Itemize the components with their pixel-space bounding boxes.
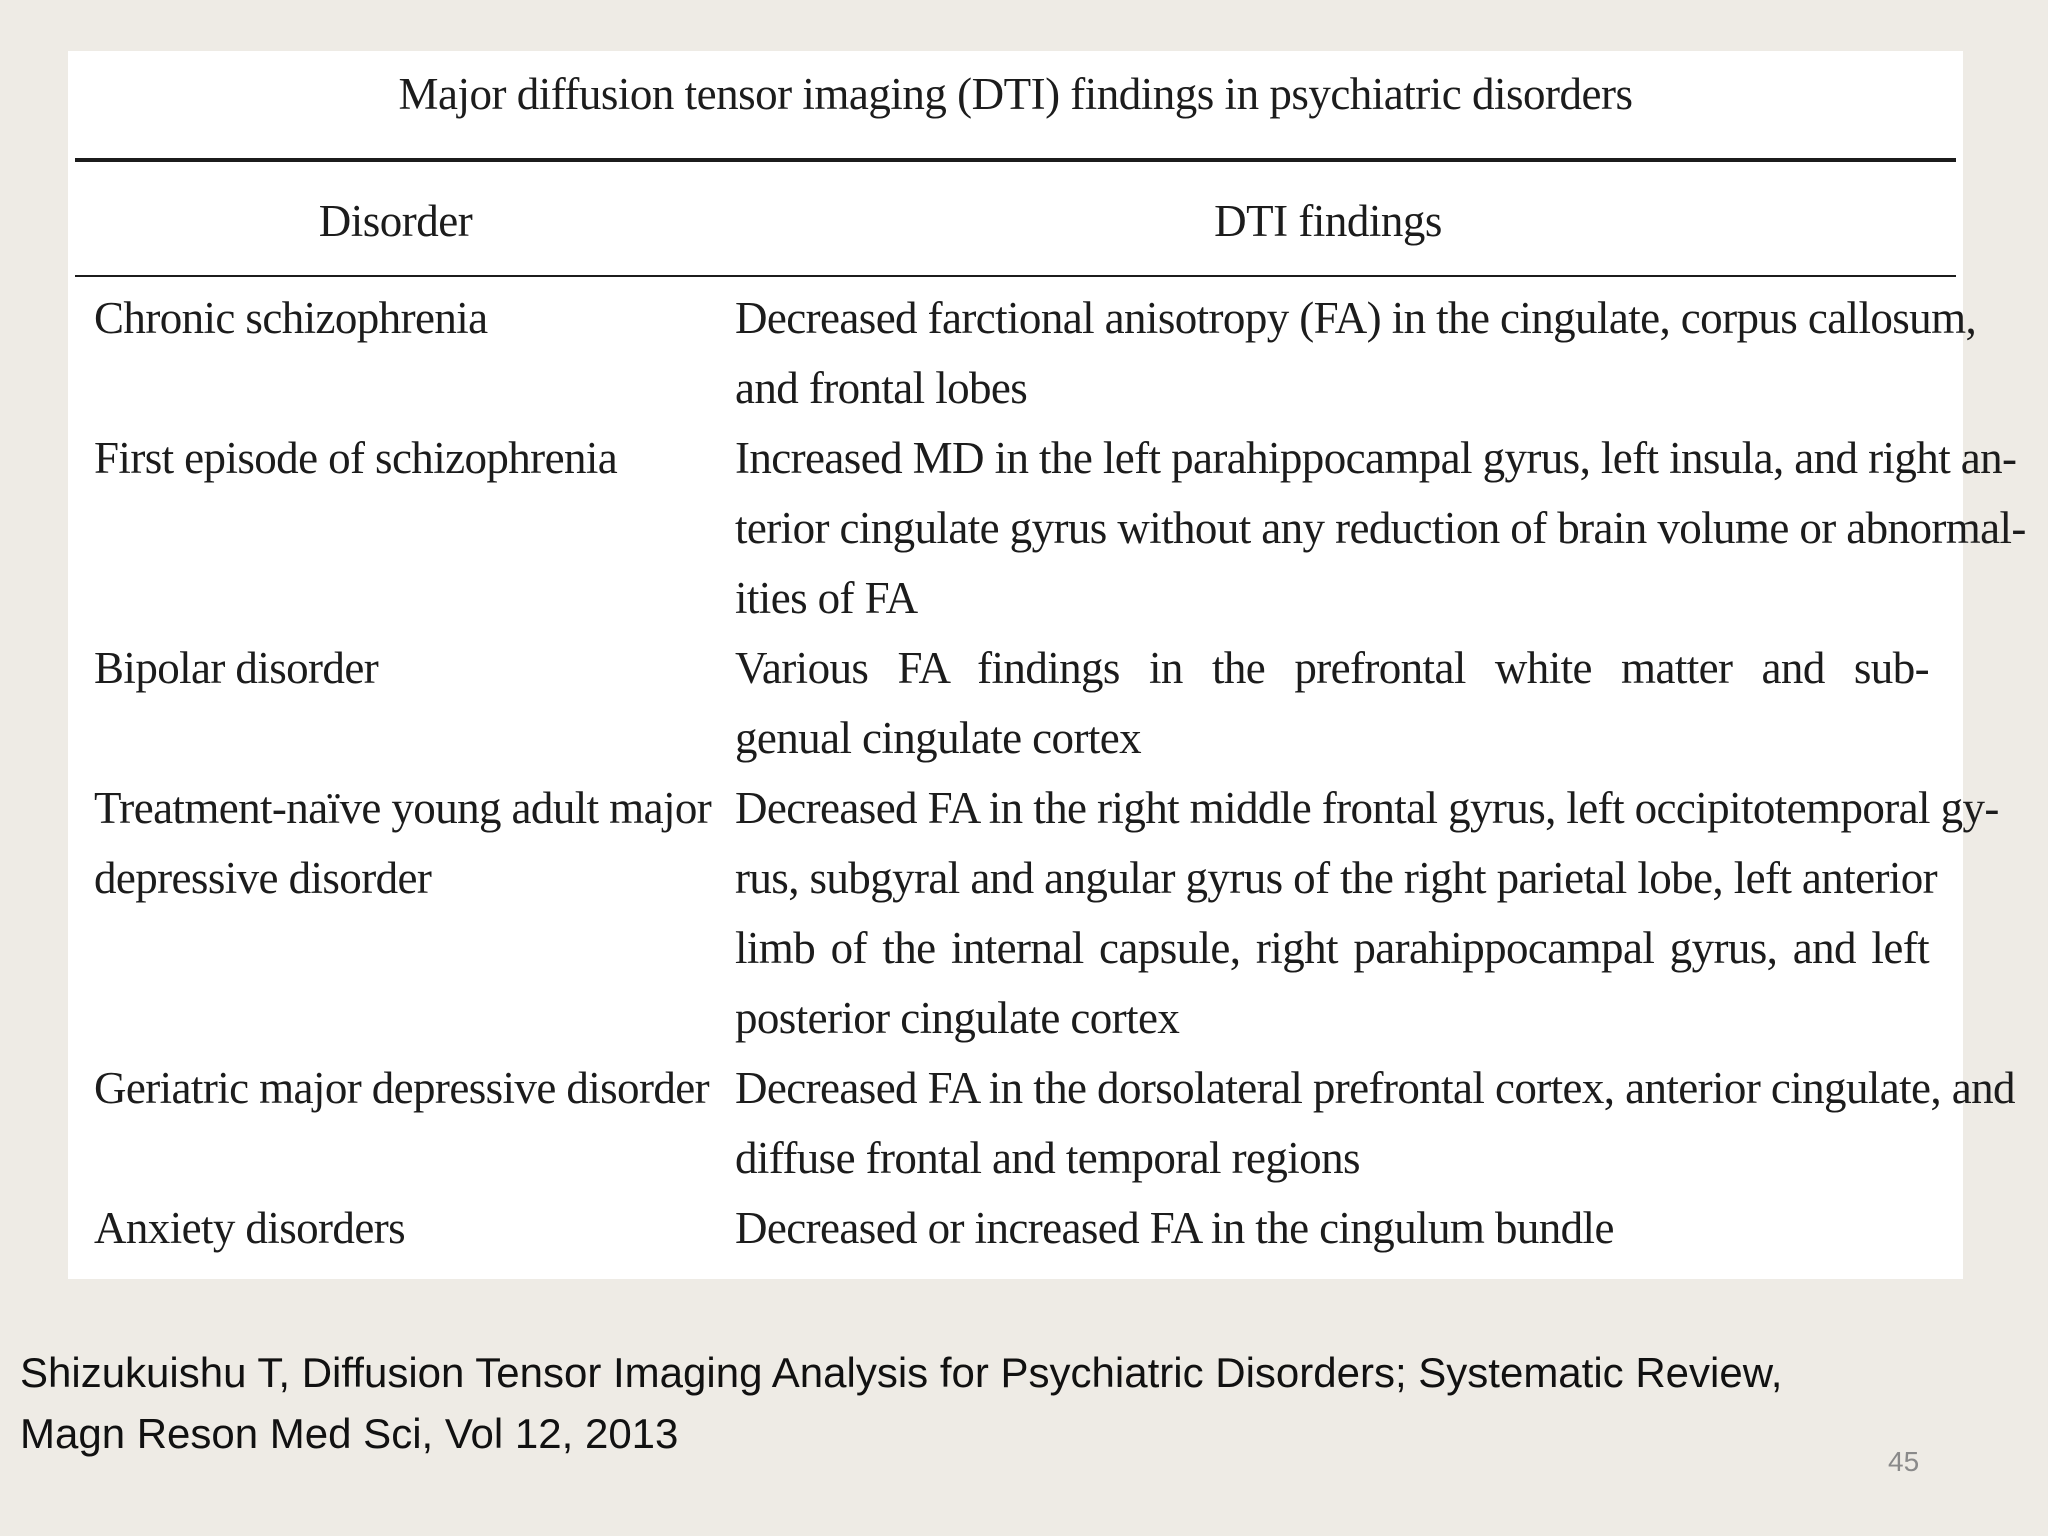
findings-cell	[735, 1193, 1929, 1263]
citation-line: Magn Reson Med Sci, Vol 12, 2013	[20, 1410, 679, 1457]
table-row	[94, 633, 1956, 773]
disorder-cell: Anxiety disorders	[94, 1203, 405, 1253]
citation	[20, 1342, 1980, 1464]
table-title: Major diffusion tensor imaging (DTI) findings in psychiatric disorders	[398, 69, 1633, 119]
table-header-rule	[75, 275, 1956, 277]
findings-line: posterior cingulate cortex	[735, 993, 1180, 1043]
findings-line: limb of the internal capsule, right parahippocampal gyrus, and left	[735, 923, 1929, 973]
disorder-cell: Bipolar disorder	[94, 643, 379, 693]
findings-line: rus, subgyral and angular gyrus of the right parietal lobe, left anterior	[735, 853, 1938, 903]
dti-findings-table	[68, 51, 2026, 1279]
disorder-cell: Treatment-naïve young adult major depressive disorder	[94, 783, 712, 903]
findings-line: ities of FA	[735, 573, 918, 623]
findings-line: Decreased or increased FA in the cingulum bundle	[735, 1203, 1614, 1253]
findings-line: terior cingulate gyrus without any reduction of brain volume or abnormal-	[735, 503, 2026, 553]
findings-cell	[735, 773, 1999, 1053]
table-row	[94, 773, 1999, 1053]
findings-line: Decreased FA in the right middle frontal gyrus, left occipitotemporal gy-	[735, 783, 1999, 833]
findings-line: genual cingulate cortex	[735, 713, 1142, 763]
disorder-cell: Geriatric major depressive disorder	[94, 1063, 709, 1113]
disorder-cell: Chronic schizophrenia	[94, 293, 488, 343]
findings-line: Decreased FA in the dorsolateral prefrontal cortex, anterior cingulate, and	[735, 1063, 2015, 1113]
findings-line: Decreased farctional anisotropy (FA) in the cingulate, corpus callosum,	[735, 293, 1977, 343]
findings-line: Increased MD in the left parahippocampal gyrus, left insula, and right an-	[735, 433, 2017, 483]
findings-line: Various FA findings in the prefrontal white matter and sub-	[735, 643, 1929, 693]
column-header-dti-findings: DTI findings	[1214, 196, 1442, 246]
findings-cell	[735, 423, 2026, 633]
table-row	[94, 423, 2026, 633]
findings-line: and frontal lobes	[735, 363, 1028, 413]
table-body	[94, 283, 2026, 1263]
table-top-rule	[75, 158, 1956, 162]
table-row	[94, 283, 1977, 423]
findings-cell	[735, 1053, 2015, 1193]
findings-cell	[735, 633, 1929, 773]
slide-number: 45	[1888, 1446, 1920, 1477]
citation-line: Shizukuishu T, Diffusion Tensor Imaging Analysis for Psychiatric Disorders; Systematic Review,	[20, 1349, 1783, 1396]
findings-line: diffuse frontal and temporal regions	[735, 1133, 1360, 1183]
table-row	[94, 1053, 2015, 1193]
column-header-disorder: Disorder	[318, 196, 473, 246]
disorder-cell: First episode of schizophrenia	[94, 433, 618, 483]
findings-cell	[735, 283, 1977, 423]
table-row	[94, 1193, 1956, 1263]
